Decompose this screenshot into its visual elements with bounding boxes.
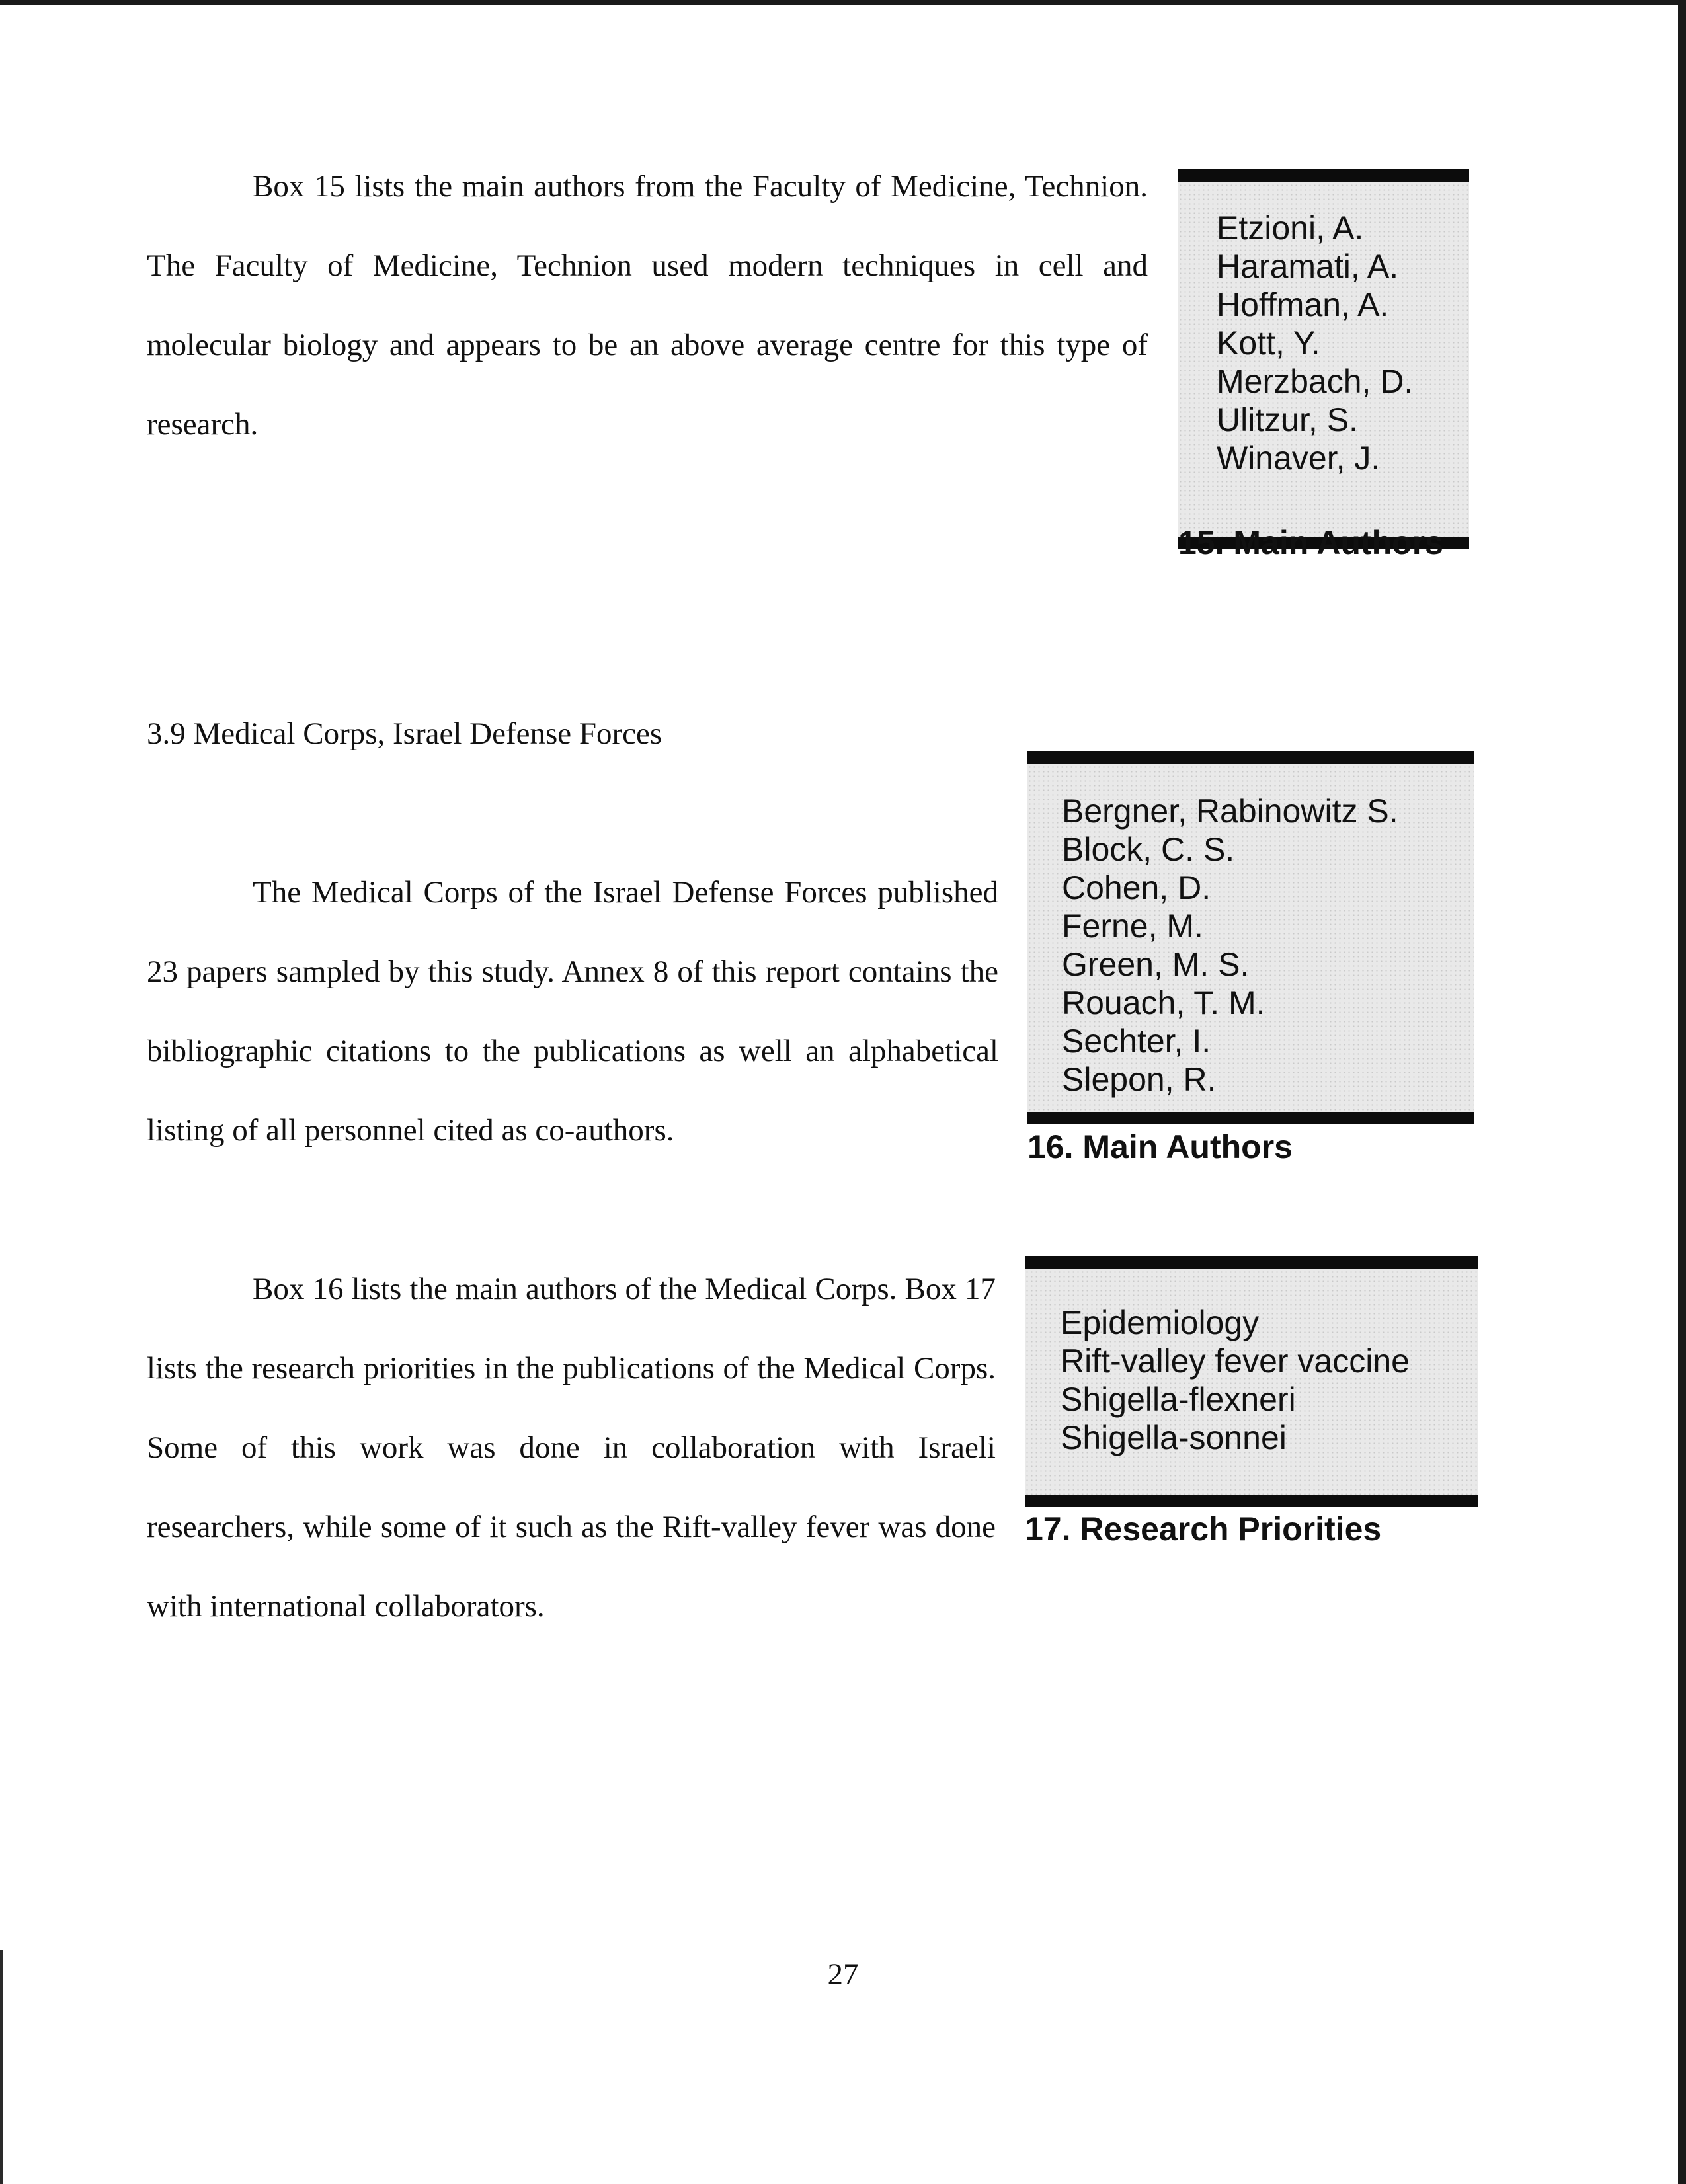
box-top-rule: [1025, 1256, 1478, 1269]
section-heading: 3.9 Medical Corps, Israel Defense Forces: [147, 717, 662, 751]
list-item: Winaver, J.: [1217, 440, 1381, 477]
box-caption: 17. Research Priorities: [1025, 1510, 1382, 1547]
list-item: Merzbach, D.: [1217, 363, 1414, 400]
list-item: Bergner, Rabinowitz S.: [1062, 793, 1398, 830]
list-item: Kott, Y.: [1217, 325, 1320, 362]
box-top-rule: [1027, 751, 1474, 764]
box-top-rule: [1178, 169, 1469, 182]
box-16-main-authors: [1027, 751, 1474, 1124]
author-list: [1062, 792, 1398, 1099]
list-item: Cohen, D.: [1062, 869, 1211, 906]
list-item: Shigella-sonnei: [1061, 1419, 1287, 1456]
list-item: Ferne, M.: [1062, 908, 1203, 945]
priority-list: [1061, 1304, 1410, 1457]
box-17-research-priorities: [1025, 1256, 1478, 1507]
list-item: Epidemiology: [1061, 1304, 1260, 1341]
list-item: Rift-valley fever vaccine: [1061, 1343, 1410, 1380]
box-caption: 16. Main Authors: [1027, 1128, 1293, 1165]
author-list: [1217, 209, 1413, 477]
paragraph-technion: Box 15 lists the main authors from the Faculty of Medicine, Technion. The Faculty of Medicine, Technion used modern techniques in cell and molecular biology and appears to be an above average centre for this type of research.: [147, 169, 1148, 442]
list-item: Rouach, T. M.: [1062, 984, 1265, 1021]
list-item: Slepon, R.: [1062, 1061, 1217, 1098]
scan-border-right: [1678, 0, 1686, 2184]
list-item: Sechter, I.: [1062, 1023, 1211, 1060]
page-number: 27: [827, 1957, 859, 1992]
box-bottom-rule: [1027, 1112, 1474, 1124]
paragraph-medical-corps: The Medical Corps of the Israel Defense Forces published 23 papers sampled by this study. Annex 8 of this report contains the bibliographic citations to the publications as well an alphabetical listing of all personnel cited as co-authors.: [147, 875, 998, 1148]
list-item: Shigella-flexneri: [1061, 1381, 1296, 1418]
list-item: Etzioni, A.: [1217, 210, 1364, 247]
list-item: Green, M. S.: [1062, 946, 1250, 983]
box-caption: 15. Main Authors: [1178, 524, 1443, 561]
box-bottom-rule: [1025, 1495, 1478, 1507]
paragraph-box-references: Box 16 lists the main authors of the Medical Corps. Box 17 lists the research priorities in the publications of the Medical Corps. Some of this work was done in collaboration with Israeli researchers, while some of it such as the Rift-valley fever was done with international collaborators.: [147, 1272, 996, 1623]
list-item: Ulitzur, S.: [1217, 401, 1358, 438]
scan-border-top: [0, 0, 1686, 5]
list-item: Block, C. S.: [1062, 831, 1235, 868]
list-item: Haramati, A.: [1217, 248, 1399, 285]
box-15-main-authors: [1178, 169, 1469, 549]
list-item: Hoffman, A.: [1217, 286, 1389, 323]
